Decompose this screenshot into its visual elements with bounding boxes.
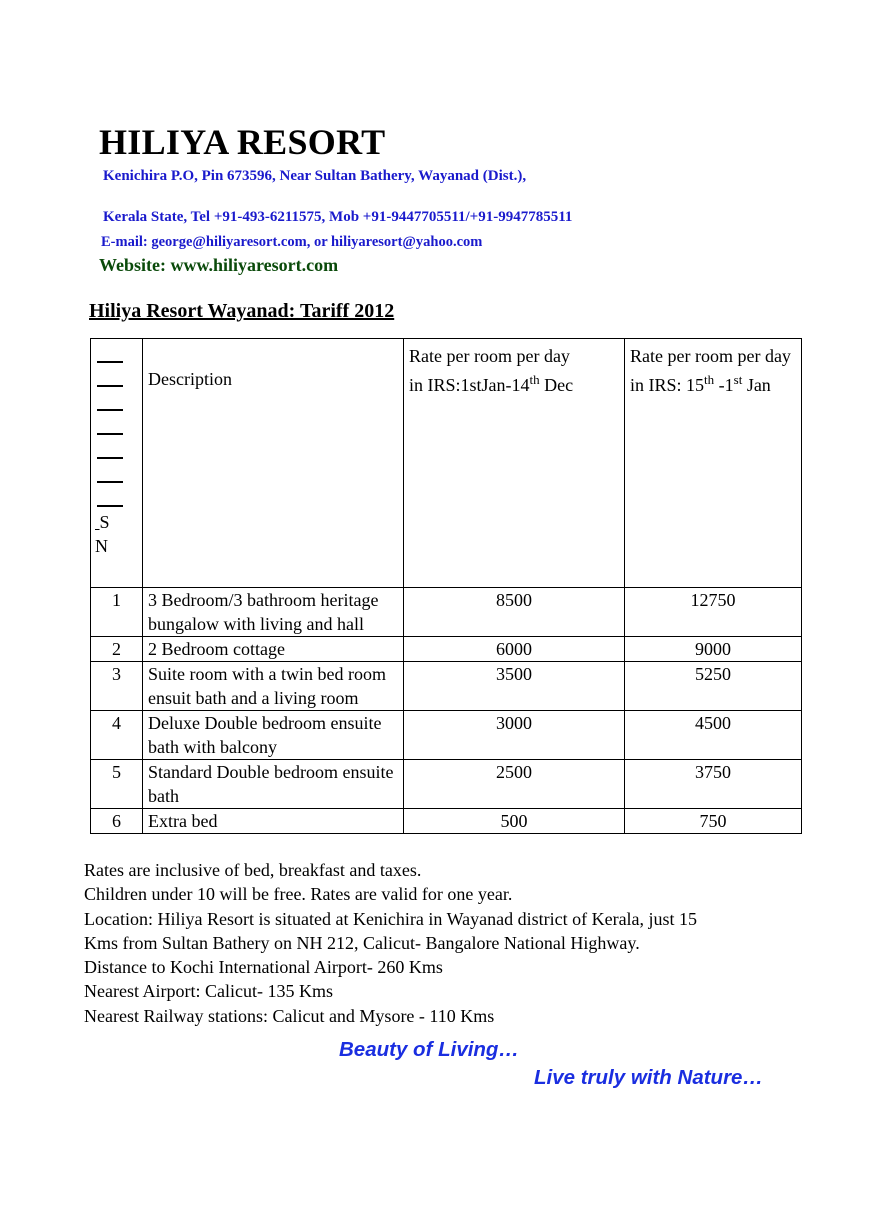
note-line: Distance to Kochi International Airport- 260 Kms — [84, 957, 443, 978]
table-row — [91, 662, 802, 711]
row-rate1: 3000 — [404, 711, 625, 760]
table-header-row — [91, 339, 802, 588]
table-row — [91, 588, 802, 637]
note-line: Rates are inclusive of bed, breakfast and taxes. — [84, 860, 422, 880]
tariff-table — [90, 338, 802, 834]
note-line: Kms from Sultan Bathery on NH 212, Calicut- Bangalore National Highway. — [84, 932, 640, 953]
dash-mark — [97, 361, 123, 363]
row-rate2: 750 — [625, 809, 802, 834]
row-sn: 4 — [91, 711, 143, 760]
note-line: Children under 10 will be free. Rates are valid for one year. — [84, 884, 513, 905]
rate2-header: Rate per room per day in IRS: 15th -1st Jan — [625, 339, 802, 588]
row-sn: 6 — [91, 809, 143, 834]
row-rate2: 5250 — [625, 662, 802, 711]
sn-header-cell — [91, 339, 143, 588]
row-sn: 2 — [91, 637, 143, 662]
row-rate1: 2500 — [404, 760, 625, 809]
notes-block — [84, 858, 697, 1028]
row-rate2: 3750 — [625, 760, 802, 809]
row-sn: 5 — [91, 760, 143, 809]
dash-mark — [97, 385, 123, 387]
row-description: Suite room with a twin bed room ensuit bath and a living room — [143, 662, 404, 711]
table-row — [91, 637, 802, 662]
row-description: Deluxe Double bedroom ensuite bath with balcony — [143, 711, 404, 760]
sn-header-label: S N — [95, 512, 110, 556]
row-rate1: 500 — [404, 809, 625, 834]
row-rate1: 3500 — [404, 662, 625, 711]
table-row — [91, 760, 802, 809]
address-line-2: Kerala State, Tel +91-493-6211575, Mob +91-9447705511/+91-9947785511 — [103, 209, 573, 225]
row-sn: 1 — [91, 588, 143, 637]
row-description: 2 Bedroom cottage — [143, 637, 404, 662]
table-row — [91, 809, 802, 834]
dash-mark — [97, 433, 123, 435]
row-rate1: 8500 — [404, 588, 625, 637]
row-rate2: 9000 — [625, 637, 802, 662]
resort-title: HILIYA RESORT — [99, 122, 386, 162]
row-sn: 3 — [91, 662, 143, 711]
email-text: E-mail: george@hiliyaresort.com, or hiliyaresort@yahoo.com — [101, 234, 483, 250]
dash-mark — [97, 505, 123, 507]
tagline-line-2: Live truly with Nature… — [534, 1066, 763, 1089]
row-rate1: 6000 — [404, 637, 625, 662]
dash-mark — [97, 481, 123, 483]
tariff-heading: Hiliya Resort Wayanad: Tariff 2012 — [89, 300, 395, 322]
rate1-header: Rate per room per day in IRS:1stJan-14th Dec — [404, 339, 625, 588]
website-line: Website: www.hiliyaresort.com — [99, 255, 339, 275]
dash-mark — [97, 409, 123, 411]
row-description: 3 Bedroom/3 bathroom heritage bungalow with living and hall — [143, 588, 404, 637]
address-line-1: Kenichira P.O, Pin 673596, Near Sultan Bathery, Wayanad (Dist.), — [103, 168, 527, 184]
row-description: Standard Double bedroom ensuite bath — [143, 760, 404, 809]
dash-mark — [97, 457, 123, 459]
description-header: Description — [143, 339, 404, 588]
note-line: Nearest Railway stations: Calicut and Mysore - 110 Kms — [84, 1005, 495, 1026]
row-rate2: 12750 — [625, 588, 802, 637]
email-line — [101, 234, 482, 251]
note-line: Nearest Airport: Calicut- 135 Kms — [84, 981, 333, 1002]
tagline-line-1: Beauty of Living… — [339, 1038, 519, 1061]
row-rate2: 4500 — [625, 711, 802, 760]
row-description: Extra bed — [143, 809, 404, 834]
note-line: Location: Hiliya Resort is situated at Kenichira in Wayanad district of Kerala, just 15 — [84, 908, 698, 929]
table-row — [91, 711, 802, 760]
